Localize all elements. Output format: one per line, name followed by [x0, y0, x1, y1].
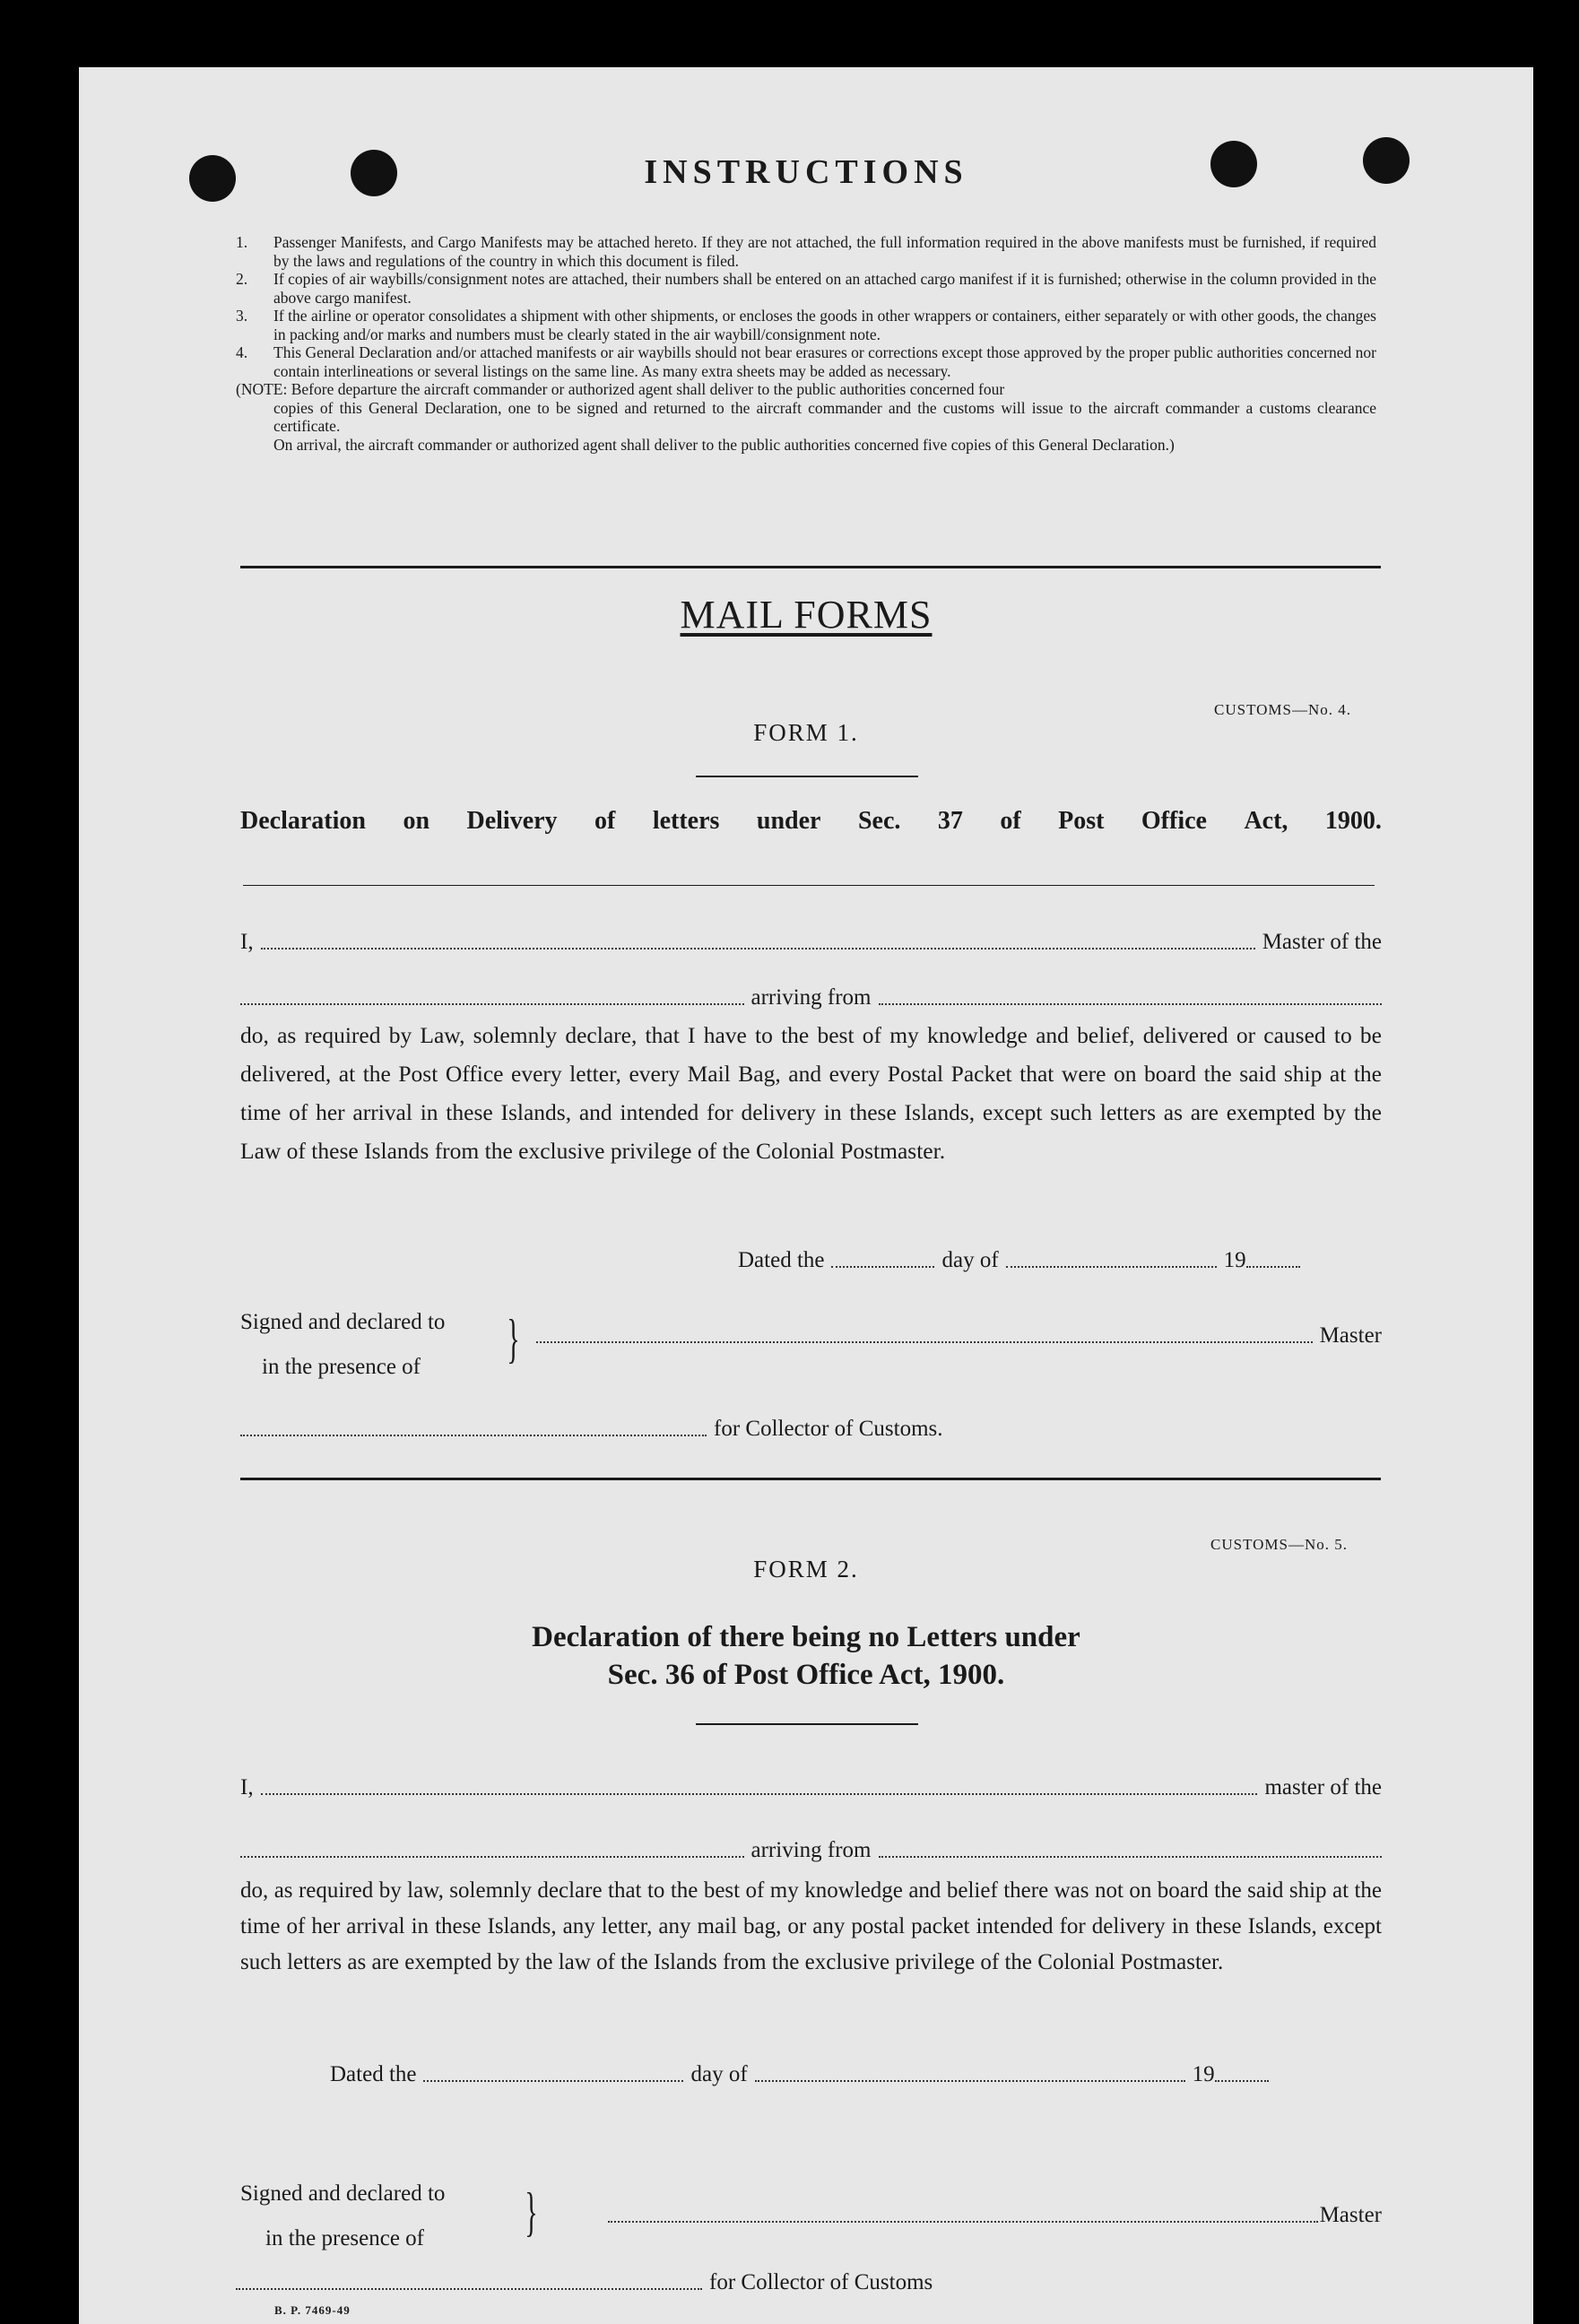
form1-body: do, as required by Law, solemnly declare, that I have to the best of my knowledge and belief, delivered or caused to be delivered, at the Post Office every letter, every Mail Bag, and every Postal Packet that were on board the said ship at the time of her arrival in these Islands, and intended for delivery in these Islands, except such letters as are exempted by the Law of these Islands from the exclusive privilege of the Colonial Postmaster. — [240, 1022, 1382, 1164]
declaration-word: under — [756, 807, 821, 835]
master-of-label: Master of the — [1262, 930, 1382, 954]
signed-declared-label: Signed and declared to — [240, 2181, 446, 2206]
month-fill-line[interactable] — [1006, 1266, 1217, 1268]
form2-dated-line — [330, 2062, 1382, 2087]
print-code: B. P. 7469-49 — [274, 2303, 351, 2317]
section-divider — [240, 566, 1381, 568]
form2-declaration-title — [79, 1618, 1533, 1694]
master-of-label: master of the — [1264, 1775, 1382, 1799]
note-text-1: Before departure the aircraft commander or authorized agent shall deliver to the public authorities concerned four — [291, 380, 1005, 398]
form1-heading: FORM 1. — [753, 719, 859, 746]
name-fill-line[interactable] — [261, 1793, 1258, 1795]
date-fill-line[interactable] — [831, 1266, 934, 1268]
year-label: 19 — [1223, 1248, 1246, 1272]
form2-heading-rule — [696, 1723, 918, 1725]
declaration-word: Act, — [1244, 807, 1288, 835]
declaration-word: of — [1000, 807, 1021, 835]
forms-divider — [240, 1478, 1381, 1480]
note-label: (NOTE: — [236, 380, 288, 398]
arriving-from-label: arriving from — [750, 1838, 872, 1862]
form1-heading-rule — [696, 776, 918, 777]
declaration-word: letters — [652, 807, 720, 835]
form2-body: do, as required by law, solemnly declare that to the best of my knowledge and belief there was not on board the said ship at the time of her arrival in these Islands, any letter, any mail bag, or any postal packet intended for delivery in these Islands, except such letters as are exempted by the law of the Islands from the exclusive privilege of the Colonial Postmaster. — [240, 1878, 1382, 1974]
instruction-text: Passenger Manifests, and Cargo Manifests may be attached hereto. If they are not attached, the full information required in the above manifests must be furnished, if required by the laws and regulations of the country in which this document is filed. — [273, 233, 1376, 270]
form2-customs-number: CUSTOMS—No. 5. — [1210, 1536, 1349, 1553]
form1-arriving-line — [240, 985, 1382, 1010]
year-label: 19 — [1192, 2062, 1215, 2086]
collector-fill-line[interactable] — [236, 2288, 702, 2290]
date-fill-line[interactable] — [423, 2080, 683, 2082]
instruction-item — [236, 307, 1376, 343]
declaration-word: Sec. — [857, 807, 901, 835]
form1-dated-line — [738, 1248, 1382, 1273]
form1-signed-label — [240, 1300, 445, 1390]
declaration-word: Post — [1058, 807, 1105, 835]
instruction-item — [236, 233, 1376, 270]
dated-label: Dated the — [330, 2062, 417, 2086]
declaration-word: 37 — [937, 807, 963, 835]
signature-fill-line[interactable] — [608, 2221, 1318, 2223]
origin-fill-line[interactable] — [879, 1003, 1383, 1005]
note-text-2: copies of this General Declaration, one to be signed and returned to the aircraft commander and the customs will issue to the aircraft commander a customs clearance certificate. — [273, 398, 1376, 435]
instruction-text: If the airline or operator consolidates a shipment with other shipments, or encloses the goods in other wrappers or containers, either separately or with other goods, the changes in packing and/or marks and numbers must be clearly stated in the air waybill/consignment note. — [273, 307, 1376, 343]
ship-name-fill-line[interactable] — [240, 1856, 744, 1858]
instruction-number: 4. — [236, 343, 248, 361]
ship-name-fill-line[interactable] — [240, 1003, 744, 1005]
year-fill-line[interactable] — [1215, 2080, 1269, 2082]
pronoun-label: I, — [240, 930, 254, 954]
form2-master-signature-line — [608, 2203, 1382, 2228]
collector-label: for Collector of Customs. — [714, 1417, 943, 1441]
instruction-number: 1. — [236, 233, 248, 251]
form1-master-signature-line — [536, 1323, 1382, 1348]
form1-customs-number: CUSTOMS—No. 4. — [1214, 701, 1352, 718]
declaration-word: Delivery — [466, 807, 558, 835]
master-label: Master — [1319, 1323, 1382, 1348]
declaration-word: Declaration — [240, 807, 366, 835]
note-line-1 — [236, 380, 1376, 399]
document-page — [79, 67, 1533, 2324]
instructions-title: INSTRUCTIONS — [644, 153, 968, 191]
form2-collector-line — [236, 2270, 1070, 2295]
signature-fill-line[interactable] — [536, 1341, 1313, 1343]
declaration-word: Office — [1141, 807, 1207, 835]
instruction-item — [236, 343, 1376, 380]
declaration-word: on — [403, 807, 430, 835]
instruction-text: If copies of air waybills/consignment notes are attached, their numbers shall be entered on an attached cargo manifest if it is furnished; otherwise in the column provided in the above cargo manifest. — [273, 270, 1376, 307]
name-fill-line[interactable] — [261, 948, 1255, 950]
year-fill-line[interactable] — [1246, 1266, 1300, 1268]
form2-heading: FORM 2. — [753, 1556, 859, 1583]
form1-declaration-title — [240, 807, 1382, 836]
form2-brace: } — [525, 2182, 538, 2242]
declaration-line-2: Sec. 36 of Post Office Act, 1900. — [607, 1659, 1005, 1691]
declaration-line-1: Declaration of there being no Letters under — [532, 1621, 1080, 1653]
form1-master-line — [240, 930, 1382, 955]
presence-of-label: in the presence of — [265, 2226, 425, 2250]
form2-arriving-line — [240, 1838, 1382, 1863]
day-of-label: day of — [941, 1248, 999, 1272]
instruction-number: 3. — [236, 307, 248, 325]
instruction-item — [236, 270, 1376, 307]
note-text-3: On arrival, the aircraft commander or authorized agent shall deliver to the public authorities concerned five copies of this General Declaration.) — [273, 435, 1175, 454]
form2-signed-label — [240, 2172, 445, 2261]
collector-fill-line[interactable] — [240, 1435, 707, 1436]
form1-collector-line — [240, 1417, 1074, 1442]
signed-declared-label: Signed and declared to — [240, 1310, 446, 1334]
instruction-number: 2. — [236, 270, 248, 288]
presence-of-label: in the presence of — [262, 1355, 421, 1379]
dated-label: Dated the — [738, 1248, 825, 1272]
mail-forms-title: MAIL FORMS — [680, 593, 933, 637]
declaration-word: 1900. — [1324, 807, 1382, 835]
origin-fill-line[interactable] — [879, 1856, 1383, 1858]
day-of-label: day of — [690, 2062, 748, 2086]
form2-master-line — [240, 1775, 1382, 1800]
pronoun-label: I, — [240, 1775, 254, 1799]
master-label: Master — [1319, 2203, 1382, 2227]
collector-label: for Collector of Customs — [709, 2270, 933, 2294]
arriving-from-label: arriving from — [750, 985, 872, 1010]
form1-brace: } — [507, 1309, 520, 1368]
instruction-text: This General Declaration and/or attached manifests or air waybills should not bear erasures or corrections except those approved by the proper public authorities concerned nor contain interlineations or several listings on the same line. As many extra sheets may be added as necessary. — [273, 343, 1376, 380]
month-fill-line[interactable] — [755, 2080, 1185, 2082]
instructions-list — [236, 233, 1376, 454]
form1-title-rule — [243, 885, 1375, 886]
declaration-word: of — [594, 807, 616, 835]
